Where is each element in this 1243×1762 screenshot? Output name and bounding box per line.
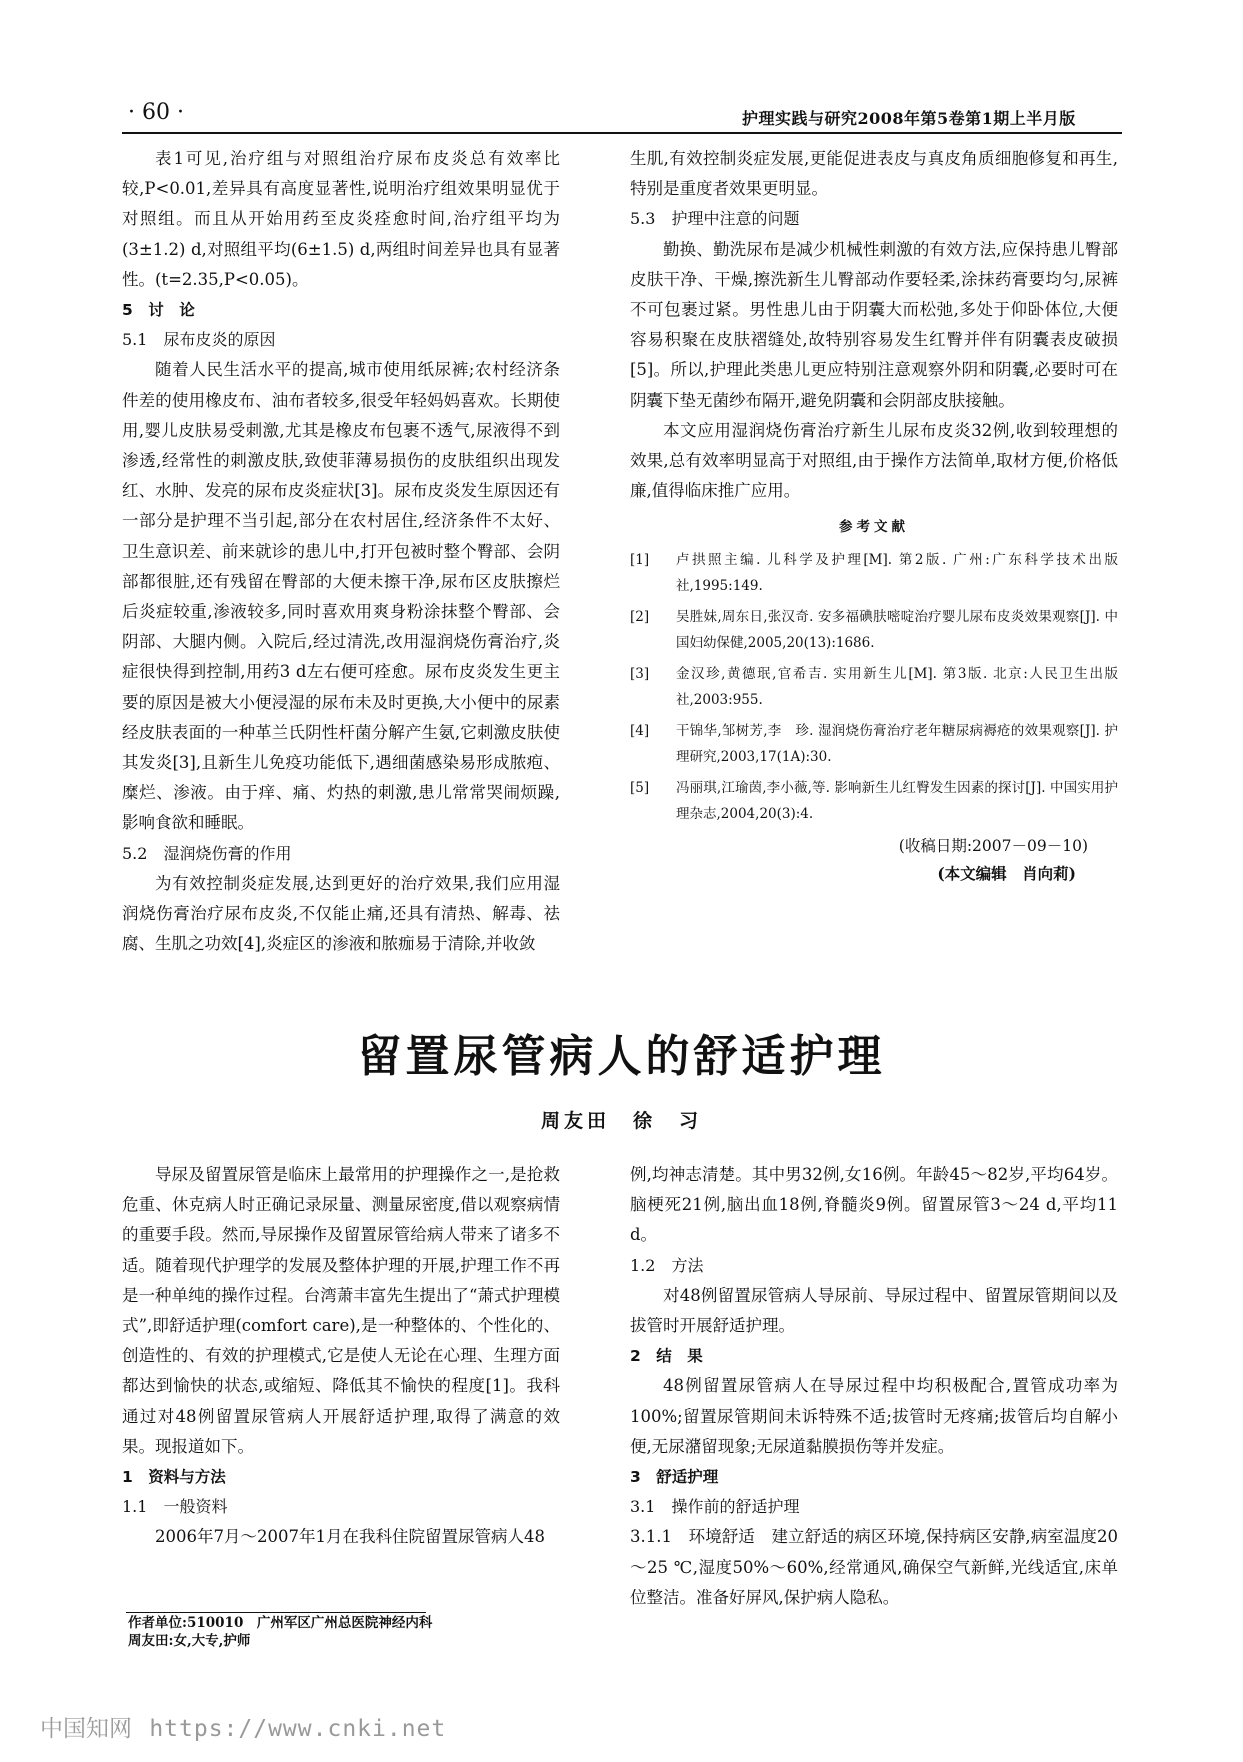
received-date: (收稿日期:2007－09－10) xyxy=(898,836,1088,855)
references-list xyxy=(630,547,1118,827)
section-heading: 5 讨 论 xyxy=(122,301,195,320)
subsection-heading: 3.1 操作前的舒适护理 xyxy=(630,1497,800,1517)
reference-item xyxy=(630,661,1118,713)
author-footnote xyxy=(128,1614,432,1650)
reference-number: [3] xyxy=(630,665,650,682)
body-paragraph: 例,均神志清楚。其中男32例,女16例。年龄45～82岁,平均64岁。脑梗死21例,脑出血18例,脊髓炎9例。留置尿管3～24 d,平均11 d。 xyxy=(630,1165,1118,1245)
reference-item xyxy=(630,775,1118,827)
section-heading: 2 结 果 xyxy=(630,1347,703,1366)
article1-right-column xyxy=(630,144,1118,888)
running-head: 护理实践与研究2008年第5卷第1期上半月版 xyxy=(742,109,1076,128)
subsection-heading: 5.1 尿布皮炎的原因 xyxy=(122,330,276,350)
reference-item xyxy=(630,718,1118,770)
header-rule xyxy=(122,132,1122,134)
body-paragraph: 生肌,有效控制炎症发展,更能促进表皮与真皮角质细胞修复和再生,特别是重度者效果更明显。 xyxy=(630,149,1118,199)
reference-text: 干锦华,邹树芳,李 珍. 湿润烧伤膏治疗老年糖尿病褥疮的效果观察[J]. 护理研究,2003,17(1A):30. xyxy=(676,722,1118,765)
article2-left-column xyxy=(122,1160,560,1553)
subsection-heading: 5.2 湿润烧伤膏的作用 xyxy=(122,843,292,863)
body-paragraph: 本文应用湿润烧伤膏治疗新生儿尿布皮炎32例,收到较理想的效果,总有效率明显高于对照组,由于操作方法简单,取材方便,价格低廉,值得临床推广应用。 xyxy=(630,420,1118,501)
authors: 周友田 徐 习 xyxy=(540,1110,702,1132)
body-paragraph: 导尿及留置尿管是临床上最常用的护理操作之一,是抢救危重、休克病人时正确记录尿量、测量尿密度,借以观察病情的重要手段。然而,导尿操作及留置尿管给病人带来了诸多不适。随着现代护理学的发展及整体护理的开展,护理工作不再是一种单纯的操作过程。台湾萧丰富先生提出了“萧式护理模式”,即舒适护理(comfort care),是一种整体的、个性化的、创造性的、有效的护理模式,它是使人无论在心理、生理方面都达到愉快的状态,或缩短、降低其不愉快的程度[1]。我科通过对48例留置尿管病人开展舒适护理,取得了满意的效果。现报道如下。 xyxy=(122,1165,560,1456)
subsection-heading: 1.2 方法 xyxy=(630,1255,704,1275)
body-paragraph: 48例留置尿管病人在导尿过程中均积极配合,置管成功率为100%;留置尿管期间未诉特殊不适;拔管时无疼痛;拔管后均自解小便,无尿潴留现象;无尿道黏膜损伤等并发症。 xyxy=(630,1376,1118,1456)
watermark xyxy=(40,1710,446,1743)
watermark-url: https://www.cnki.net xyxy=(149,1716,447,1742)
body-paragraph: 勤换、勤洗尿布是减少机械性刺激的有效方法,应保持患儿臀部皮肤干净、干燥,擦洗新生儿臀部动作要轻柔,涂抹药膏要均匀,尿裤不可包裹过紧。男性患儿由于阴囊大而松弛,多处于仰卧体位,大便容易积聚在皮肤褶缝处,故特别容易发生红臀并伴有阴囊表皮破损[5]。所以,护理此类患儿更应特别注意观察外阴和阴囊,必要时可在阴囊下垫无菌纱布隔开,避免阴囊和会阴部皮肤接触。 xyxy=(630,239,1118,410)
article1-left-column xyxy=(122,144,560,959)
references-title: 参考文献 xyxy=(839,519,909,536)
reference-text: 吴胜妹,周东日,张汉奇. 安多福碘肤嘧啶治疗婴儿尿布皮炎效果观察[J]. 中国妇幼保健,2005,20(13):1686. xyxy=(676,608,1118,651)
reference-text: 冯丽琪,江瑜茵,李小薇,等. 影响新生儿红臀发生因素的探讨[J]. 中国实用护理杂志,2004,20(3):4. xyxy=(676,779,1118,822)
reference-number: [2] xyxy=(630,608,650,625)
body-paragraph: 3.1.1 环境舒适 建立舒适的病区环境,保持病区安静,病室温度20～25 ℃,湿度50%～60%,经常通风,确保空气新鲜,光线适宜,床单位整洁。准备好屏风,保护病人隐私。 xyxy=(630,1527,1118,1607)
watermark-site: 中国知网 xyxy=(40,1716,132,1742)
reference-number: [5] xyxy=(630,779,650,796)
article-title: 留置尿管病人的舒适护理 xyxy=(357,1031,886,1082)
reference-number: [1] xyxy=(630,551,650,568)
reference-text: 金汉珍,黄德珉,官希吉. 实用新生儿[M]. 第3版. 北京:人民卫生出版社,2003:955. xyxy=(676,665,1118,708)
body-paragraph: 随着人民生活水平的提高,城市使用纸尿裤;农村经济条件差的使用橡皮布、油布者较多,很受年轻妈妈喜欢。长期使用,婴儿皮肤易受刺激,尤其是橡皮布包裹不透气,尿液得不到渗透,经常性的刺激皮肤,致使菲薄易损伤的皮肤组织出现发红、水肿、发亮的尿布皮炎症状[3]。尿布皮炎发生原因还有一部分是护理不当引起,部分在农村居住,经济条件不太好、卫生意识差、前来就诊的患儿中,打开包被时整个臀部、会阴部都很脏,还有残留在臀部的大便未擦干净,尿布区皮肤擦烂后炎症较重,渗液较多,同时喜欢用爽身粉涂抹整个臀部、会阴部、大腿内侧。入院后,经过清洗,改用湿润烧伤膏治疗,炎症很快得到控制,用药3 d左右便可痊愈。尿布皮炎发生更主要的原因是被大小便浸湿的尿布未及时更换,大小便中的尿素经皮肤表面的一种革兰氏阴性杆菌分解产生氨,它刺激皮肤使其发炎[3],且新生儿免疫功能低下,遇细菌感染易形成脓疱、糜烂、渗液。由于痒、痛、灼热的刺激,患儿常常哭闹烦躁,影响食欲和睡眠。 xyxy=(122,360,560,833)
subsection-heading: 5.3 护理中注意的问题 xyxy=(630,209,800,229)
reference-item xyxy=(630,604,1118,656)
body-paragraph: 对48例留置尿管病人导尿前、导尿过程中、留置尿管期间以及拔管时开展舒适护理。 xyxy=(630,1285,1118,1336)
body-paragraph: 2006年7月～2007年1月在我科住院留置尿管病人48 xyxy=(155,1527,545,1547)
footnote-rule xyxy=(126,1612,426,1613)
body-paragraph: 为有效控制炎症发展,达到更好的治疗效果,我们应用湿润烧伤膏治疗尿布皮炎,不仅能止痛,还具有清热、解毒、祛腐、生肌之功效[4],炎症区的渗液和脓痂易于清除,并收敛 xyxy=(122,873,560,954)
footnote-line: 作者单位:510010 广州军区广州总医院神经内科 xyxy=(128,1615,433,1631)
reference-number: [4] xyxy=(630,722,650,739)
footnote-line: 周友田:女,大专,护师 xyxy=(128,1633,251,1649)
page-number: · 60 · xyxy=(128,100,184,125)
body-paragraph: 表1可见,治疗组与对照组治疗尿布皮炎总有效率比较,P<0.01,差异具有高度显著性,说明治疗组效果明显优于对照组。而且从开始用药至皮炎痊愈时间,治疗组平均为(3±1.2) d,对照组平均(6±1.5) d,两组时间差异也具有显著性。(t=2.35,P<0.05)。 xyxy=(122,149,560,289)
reference-item xyxy=(630,547,1118,599)
article2-right-column xyxy=(630,1160,1118,1613)
section-heading: 3 舒适护理 xyxy=(630,1468,719,1487)
editor-note: (本文编辑 肖向莉) xyxy=(937,863,1076,883)
section-heading: 1 资料与方法 xyxy=(122,1468,226,1487)
subsection-heading: 1.1 一般资料 xyxy=(122,1497,228,1517)
reference-text: 卢拱照主编. 儿科学及护理[M]. 第2版. 广州:广东科学技术出版社,1995:149. xyxy=(676,551,1118,594)
